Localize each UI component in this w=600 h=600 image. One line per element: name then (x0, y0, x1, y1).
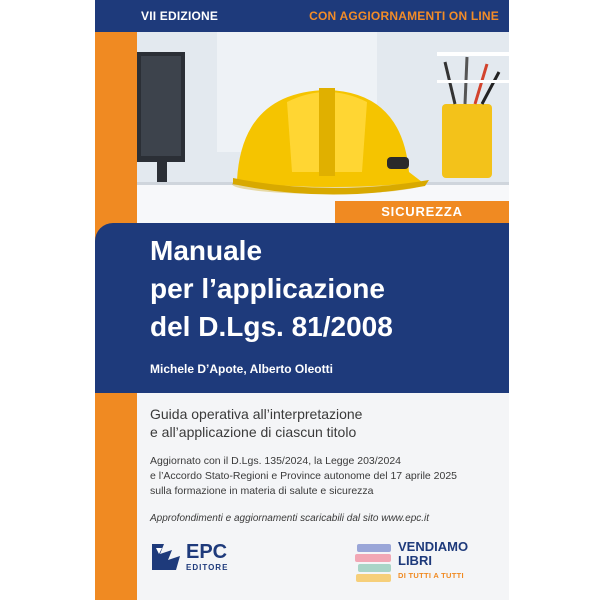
authors: Michele D’Apote, Alberto Oleotti (150, 362, 333, 376)
publisher-sub: EDITORE (186, 563, 229, 572)
subtitle-line: e all’applicazione di ciascun titolo (150, 424, 357, 440)
body-line: e l’Accordo Stato-Regioni e Province autonome del 17 aprile 2025 (150, 470, 458, 482)
body-line: Aggiornato con il D.Lgs. 135/2024, la Legge 203/2024 (150, 455, 402, 467)
edition-label: VII EDIZIONE (141, 9, 219, 23)
seller-line-1: VENDIAMO (398, 539, 469, 554)
title-line: per l’applicazione (150, 273, 385, 304)
category-label: SICUREZZA (335, 201, 509, 223)
seller-line-2: LIBRI (398, 553, 432, 568)
seller-tagline: DI TUTTI A TUTTI (398, 571, 464, 580)
title-line: Manuale (150, 235, 263, 266)
update-notes (150, 454, 457, 499)
subtitle-line: Guida operativa all’interpretazione (150, 406, 363, 422)
top-bar (95, 0, 509, 32)
download-note: Approfondimenti e aggiornamenti scaricabili dal sito www.epc.it (150, 513, 430, 524)
seller-logo (355, 540, 505, 590)
book-title (150, 232, 490, 346)
subtitle (150, 405, 362, 441)
body-line: sulla formazione in materia di salute e sicurezza (150, 485, 374, 497)
book-stack-icon (355, 540, 395, 586)
updates-label: CON AGGIORNAMENTI ON LINE (309, 9, 499, 23)
seller-name (398, 540, 468, 568)
publisher-logo (150, 540, 250, 580)
publisher-name: EPC (186, 541, 228, 563)
epc-logo-icon (150, 540, 182, 574)
book-cover (95, 0, 509, 600)
title-line: del D.Lgs. 81/2008 (150, 311, 393, 342)
